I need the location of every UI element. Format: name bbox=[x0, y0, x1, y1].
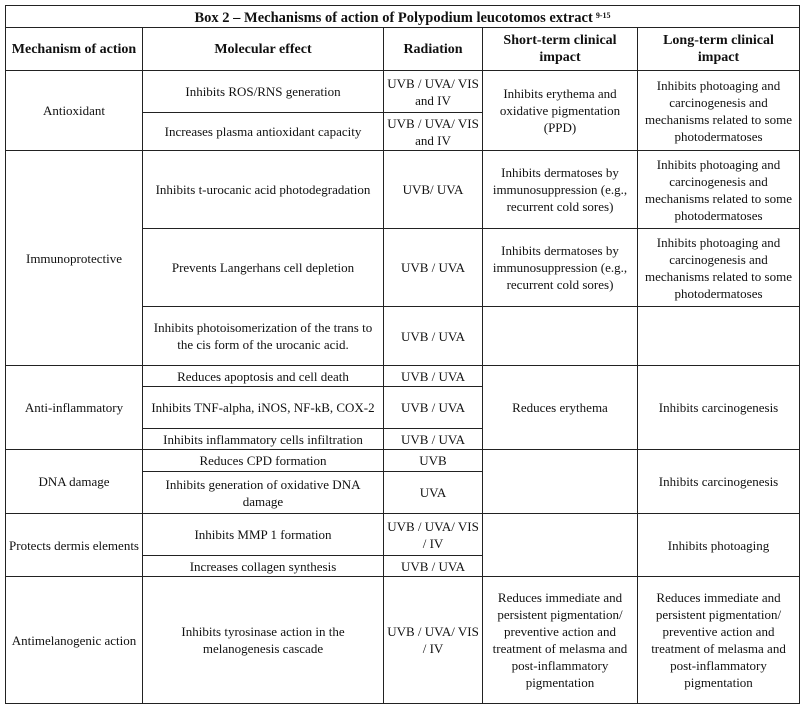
molecular-effect: Reduces CPD formation bbox=[143, 450, 384, 472]
table-row bbox=[6, 450, 800, 472]
molecular-effect: Inhibits MMP 1 formation bbox=[143, 514, 384, 556]
mechanism-protects-dermis: Protects dermis elements bbox=[6, 514, 143, 577]
table-row bbox=[6, 71, 800, 113]
mechanism-antimelanogenic: Antimelanogenic action bbox=[6, 577, 143, 704]
radiation-cell: UVB / UVA/ VIS / IV bbox=[384, 577, 483, 704]
radiation-cell: UVB / UVA bbox=[384, 429, 483, 450]
long-term-cell bbox=[638, 307, 800, 366]
short-term-cell: Reduces immediate and persistent pigmentation/ preventive action and treatment of melasma and post-inflammatory pigmentation bbox=[483, 577, 638, 704]
radiation-cell: UVB / UVA bbox=[384, 556, 483, 577]
mechanism-antioxidant: Antioxidant bbox=[6, 71, 143, 151]
short-term-cell: Reduces erythema bbox=[483, 366, 638, 450]
short-term-cell: Inhibits erythema and oxidative pigmentation (PPD) bbox=[483, 71, 638, 151]
table-row bbox=[6, 514, 800, 556]
molecular-effect: Increases collagen synthesis bbox=[143, 556, 384, 577]
long-term-cell: Inhibits photoaging bbox=[638, 514, 800, 577]
short-term-cell bbox=[483, 307, 638, 366]
table-row bbox=[6, 151, 800, 229]
header-row bbox=[6, 28, 800, 71]
radiation-cell: UVB / UVA/ VIS and IV bbox=[384, 71, 483, 113]
radiation-cell: UVB / UVA bbox=[384, 229, 483, 307]
molecular-effect: Inhibits tyrosinase action in the melanogenesis cascade bbox=[143, 577, 384, 704]
mechanisms-table bbox=[5, 5, 800, 704]
table-title bbox=[6, 6, 800, 28]
mechanism-immunoprotective: Immunoprotective bbox=[6, 151, 143, 366]
mechanism-anti-inflammatory: Anti-inflammatory bbox=[6, 366, 143, 450]
molecular-effect: Inhibits ROS/RNS generation bbox=[143, 71, 384, 113]
title-refs: 9-15 bbox=[595, 10, 611, 20]
molecular-effect: Inhibits TNF-alpha, iNOS, NF-kB, COX-2 bbox=[143, 387, 384, 429]
radiation-cell: UVA bbox=[384, 472, 483, 514]
long-term-cell: Inhibits photoaging and carcinogenesis and mechanisms related to some photodermatoses bbox=[638, 151, 800, 229]
molecular-effect: Increases plasma antioxidant capacity bbox=[143, 113, 384, 151]
long-term-cell: Inhibits carcinogenesis bbox=[638, 366, 800, 450]
radiation-cell: UVB / UVA bbox=[384, 366, 483, 387]
radiation-cell: UVB / UVA bbox=[384, 387, 483, 429]
short-term-cell: Inhibits dermatoses by immunosuppression (e.g., recurrent cold sores) bbox=[483, 229, 638, 307]
box-2 bbox=[5, 5, 799, 708]
molecular-effect: Prevents Langerhans cell depletion bbox=[143, 229, 384, 307]
molecular-effect: Inhibits photoisomerization of the trans to the cis form of the urocanic acid. bbox=[143, 307, 384, 366]
long-term-cell: Inhibits carcinogenesis bbox=[638, 450, 800, 514]
short-term-cell: Inhibits dermatoses by immunosuppression (e.g., recurrent cold sores) bbox=[483, 151, 638, 229]
long-term-cell: Reduces immediate and persistent pigmentation/ preventive action and treatment of melasma and post-inflammatory pigmentation bbox=[638, 577, 800, 704]
molecular-effect: Inhibits t-urocanic acid photodegradation bbox=[143, 151, 384, 229]
long-term-cell: Inhibits photoaging and carcinogenesis and mechanisms related to some photodermatoses bbox=[638, 71, 800, 151]
header-molecular: Molecular effect bbox=[143, 28, 384, 71]
radiation-cell: UVB/ UVA bbox=[384, 151, 483, 229]
long-term-cell: Inhibits photoaging and carcinogenesis and mechanisms related to some photodermatoses bbox=[638, 229, 800, 307]
short-term-cell bbox=[483, 514, 638, 577]
short-term-cell bbox=[483, 450, 638, 514]
header-short-term: Short-term clinical impact bbox=[483, 28, 638, 71]
molecular-effect: Inhibits inflammatory cells infiltration bbox=[143, 429, 384, 450]
header-mechanism: Mechanism of action bbox=[6, 28, 143, 71]
radiation-cell: UVB / UVA/ VIS and IV bbox=[384, 113, 483, 151]
table-row bbox=[6, 577, 800, 704]
mechanism-dna-damage: DNA damage bbox=[6, 450, 143, 514]
radiation-cell: UVB bbox=[384, 450, 483, 472]
header-long-term: Long-term clinical impact bbox=[638, 28, 800, 71]
molecular-effect: Reduces apoptosis and cell death bbox=[143, 366, 384, 387]
header-radiation: Radiation bbox=[384, 28, 483, 71]
table-title-text: Box 2 – Mechanisms of action of Polypodium leucotomos extract bbox=[194, 9, 593, 26]
title-row bbox=[6, 6, 800, 28]
radiation-cell: UVB / UVA bbox=[384, 307, 483, 366]
radiation-cell: UVB / UVA/ VIS / IV bbox=[384, 514, 483, 556]
molecular-effect: Inhibits generation of oxidative DNA damage bbox=[143, 472, 384, 514]
table-row bbox=[6, 366, 800, 387]
